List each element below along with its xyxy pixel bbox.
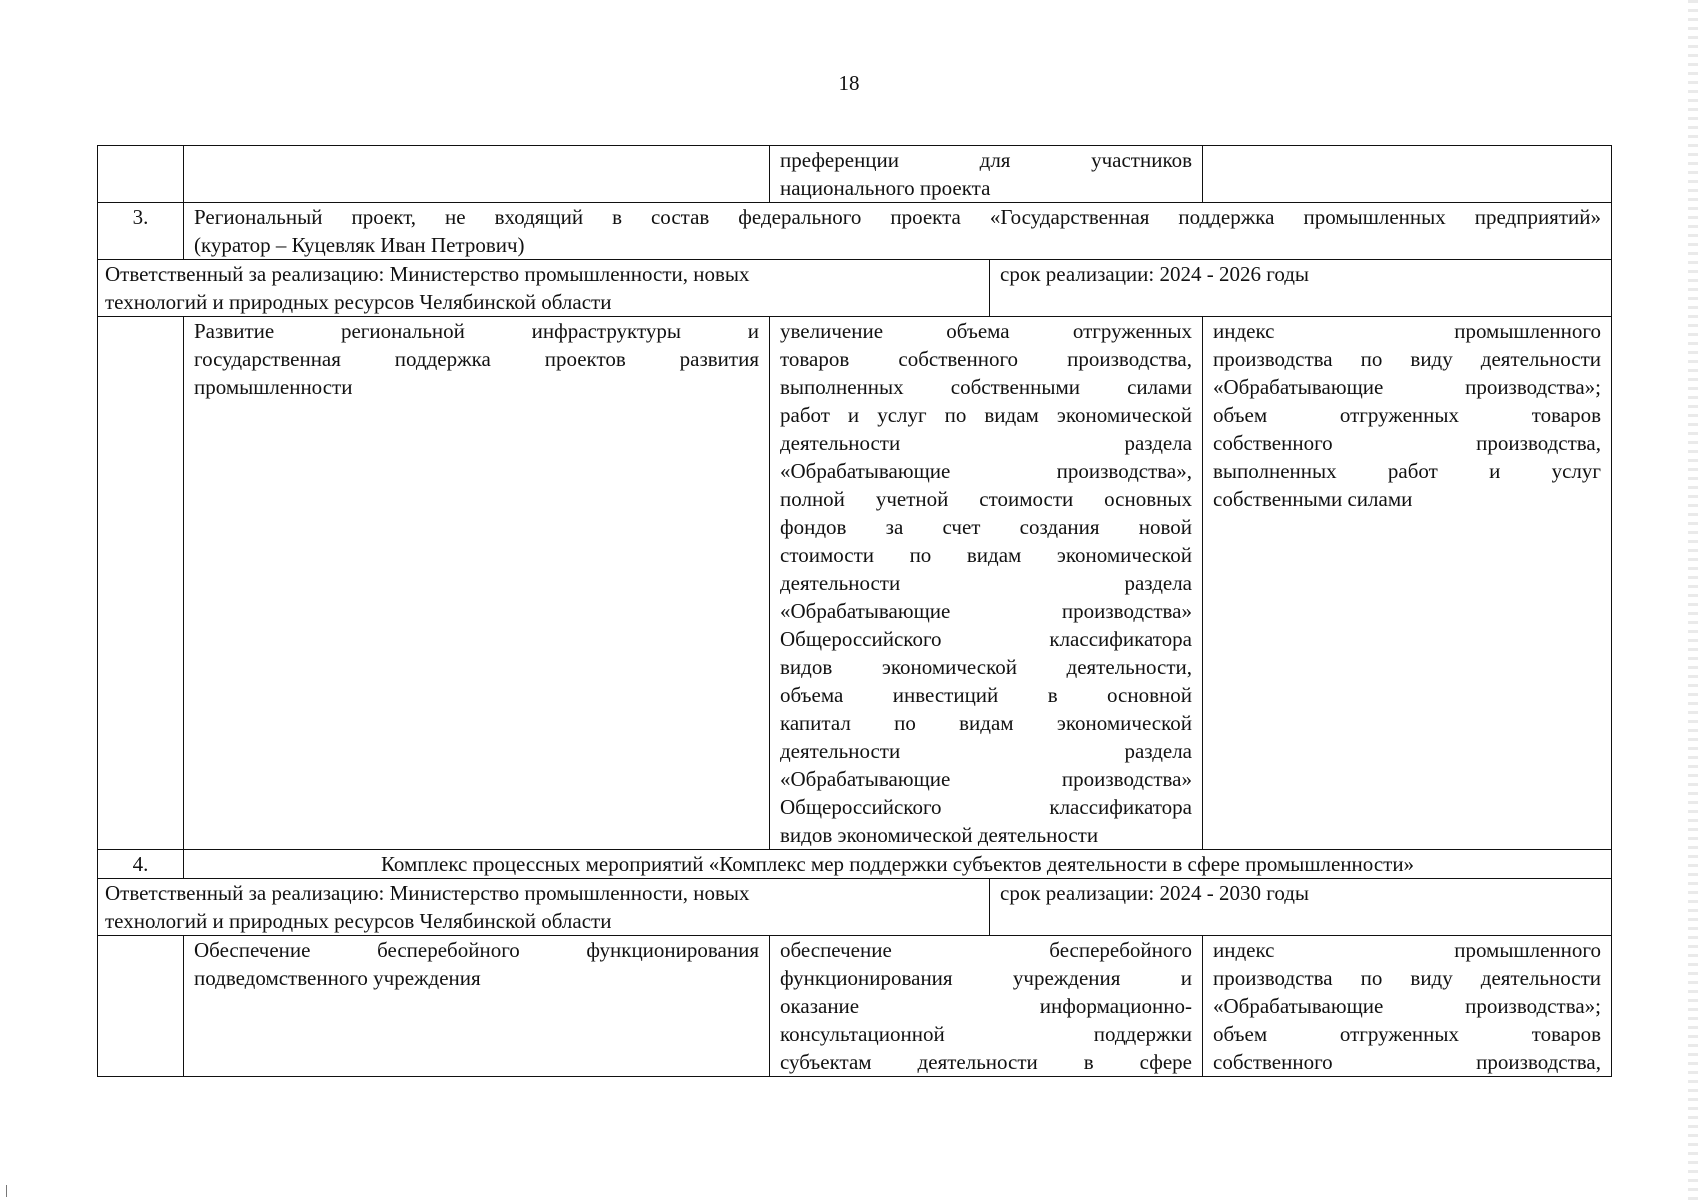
responsible-text	[98, 260, 990, 316]
text-line: промышленности	[194, 375, 353, 399]
cell-effect	[770, 317, 1203, 850]
text-line: оказание информационно-	[780, 994, 1192, 1018]
text-line: Общероссийского классификатора	[780, 795, 1192, 819]
cell-indicator	[1203, 146, 1612, 203]
section-number: 3.	[98, 203, 184, 260]
text-line: выполненных работ и услуг	[1213, 459, 1601, 483]
table-row-responsible	[98, 879, 1612, 936]
text-line: собственными силами	[1213, 487, 1413, 511]
responsible-text	[98, 879, 990, 935]
text-line: «Обрабатывающие производства»	[780, 767, 1192, 791]
text-line: консультационной поддержки	[780, 1022, 1192, 1046]
section-number: 4.	[98, 850, 184, 879]
cell-number	[98, 317, 184, 850]
implementation-term: срок реализации: 2024 - 2030 годы	[1000, 881, 1310, 905]
measures-table	[97, 145, 1612, 1077]
text-line: увеличение объема отгруженных	[780, 319, 1192, 343]
text-line: товаров собственного производства,	[780, 347, 1192, 371]
text-line: объема инвестиций в основной	[780, 683, 1192, 707]
section-title	[184, 203, 1612, 260]
text-line: собственного производства,	[1213, 1050, 1601, 1074]
responsible-cell	[98, 879, 1612, 936]
cell-number	[98, 146, 184, 203]
text-line: технологий и природных ресурсов Челябинской области	[105, 909, 612, 933]
cell-effect	[770, 146, 1203, 203]
table-row-section-3	[98, 203, 1612, 260]
cell-task	[184, 317, 770, 850]
text-line: Региональный проект, не входящий в состав федерального проекта «Государственная поддержка промышленных предприятий»	[194, 205, 1601, 229]
cell-indicator	[1203, 936, 1612, 1077]
text-line: деятельности раздела	[780, 571, 1192, 595]
text-line: деятельности раздела	[780, 739, 1192, 763]
table-row-section-4	[98, 850, 1612, 879]
implementation-term: срок реализации: 2024 - 2026 годы	[1000, 262, 1310, 286]
text-line: Ответственный за реализацию: Министерство промышленности, новых	[105, 881, 750, 905]
cell-number	[98, 936, 184, 1077]
text-line: видов экономической деятельности	[780, 823, 1099, 847]
text-line: Общероссийского классификатора	[780, 627, 1192, 651]
text-line: преференции для участников	[780, 148, 1192, 172]
text-line: фондов за счет создания новой	[780, 515, 1192, 539]
text-line: технологий и природных ресурсов Челябинской области	[105, 290, 612, 314]
text-line: Ответственный за реализацию: Министерство промышленности, новых	[105, 262, 750, 286]
text-line: государственная поддержка проектов развития	[194, 347, 759, 371]
text-line: обеспечение бесперебойного	[780, 938, 1192, 962]
text-line: выполненных собственными силами	[780, 375, 1192, 399]
text-line: собственного производства,	[1213, 431, 1601, 455]
table-row-measure	[98, 936, 1612, 1077]
text-line: стоимости по видам экономической	[780, 543, 1192, 567]
text-line: деятельности раздела	[780, 431, 1192, 455]
text-line: капитал по видам экономической	[780, 711, 1192, 735]
cell-task	[184, 936, 770, 1077]
scan-edge-artifact	[1688, 0, 1698, 1200]
text-line: индекс промышленного	[1213, 319, 1601, 343]
text-line: Развитие региональной инфраструктуры и	[194, 319, 759, 343]
table-row-responsible	[98, 260, 1612, 317]
table-row-measure	[98, 317, 1612, 850]
text-line: объем отгруженных товаров	[1213, 403, 1601, 427]
section-title: Комплекс процессных мероприятий «Комплекс мер поддержки субъектов деятельности в сфере промышленности»	[184, 850, 1612, 879]
text-line: индекс промышленного	[1213, 938, 1601, 962]
cell-task	[184, 146, 770, 203]
responsible-cell	[98, 260, 1612, 317]
text-line: «Обрабатывающие производства»	[780, 599, 1192, 623]
text-line: «Обрабатывающие производства»;	[1213, 994, 1601, 1018]
text-line: «Обрабатывающие производства»,	[780, 459, 1192, 483]
text-line: объем отгруженных товаров	[1213, 1022, 1601, 1046]
text-line: субъектам деятельности в сфере	[780, 1050, 1192, 1074]
text-line: национального проекта	[780, 176, 991, 200]
page-number: 18	[838, 71, 860, 95]
text-line: работ и услуг по видам экономической	[780, 403, 1192, 427]
text-line: (куратор – Куцевляк Иван Петрович)	[194, 233, 525, 257]
text-line: Обеспечение бесперебойного функционирования	[194, 938, 759, 962]
cell-effect	[770, 936, 1203, 1077]
text-line: функционирования учреждения и	[780, 966, 1192, 990]
scan-corner-mark	[6, 1185, 7, 1197]
text-line: видов экономической деятельности,	[780, 655, 1192, 679]
text-line: полной учетной стоимости основных	[780, 487, 1192, 511]
text-line: подведомственного учреждения	[194, 966, 481, 990]
text-line: «Обрабатывающие производства»;	[1213, 375, 1601, 399]
table-row-continuation	[98, 146, 1612, 203]
text-line: производства по виду деятельности	[1213, 347, 1601, 371]
cell-indicator	[1203, 317, 1612, 850]
text-line: производства по виду деятельности	[1213, 966, 1601, 990]
